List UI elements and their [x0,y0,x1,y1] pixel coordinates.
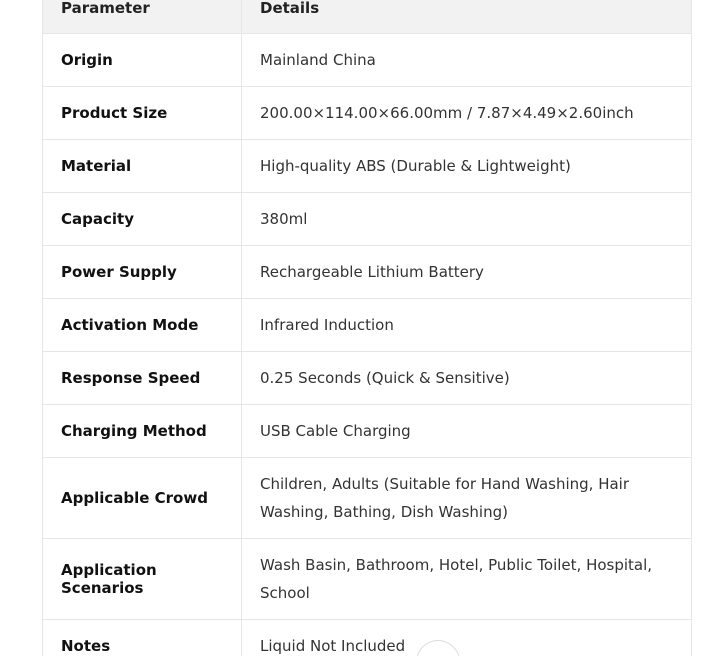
row-details: High-quality ABS (Durable & Lightweight) [242,140,692,193]
table-row [43,140,692,193]
table-row [43,458,692,539]
table-row [43,246,692,299]
table-row [43,299,692,352]
row-parameter: Response Speed [43,352,242,405]
row-details: 200.00×114.00×66.00mm / 7.87×4.49×2.60inch [242,87,692,140]
row-parameter: Notes [43,620,242,656]
table-row [43,352,692,405]
table-row [43,193,692,246]
row-parameter: Activation Mode [43,299,242,352]
row-parameter: Power Supply [43,246,242,299]
header-parameter: Parameter [43,0,242,34]
table-row [43,87,692,140]
row-details: Rechargeable Lithium Battery [242,246,692,299]
row-parameter: Product Size [43,87,242,140]
header-details: Details [242,0,692,34]
row-details: 380ml [242,193,692,246]
table-row [43,620,692,656]
table-row [43,34,692,87]
row-details: Liquid Not Included [242,620,692,656]
row-parameter: Application Scenarios [43,539,242,620]
row-details: Children, Adults (Suitable for Hand Washing, Hair Washing, Bathing, Dish Washing) [242,458,692,539]
row-parameter: Capacity [43,193,242,246]
table-body [43,34,692,656]
row-details: Infrared Induction [242,299,692,352]
row-details: Wash Basin, Bathroom, Hotel, Public Toilet, Hospital, School [242,539,692,620]
table-header [43,0,692,34]
table-row [43,539,692,620]
table-row [43,405,692,458]
table-header-row [43,0,692,34]
row-parameter: Applicable Crowd [43,458,242,539]
row-details: USB Cable Charging [242,405,692,458]
row-parameter: Material [43,140,242,193]
product-spec-table [42,0,692,656]
row-details: Mainland China [242,34,692,87]
row-parameter: Charging Method [43,405,242,458]
row-parameter: Origin [43,34,242,87]
row-details: 0.25 Seconds (Quick & Sensitive) [242,352,692,405]
